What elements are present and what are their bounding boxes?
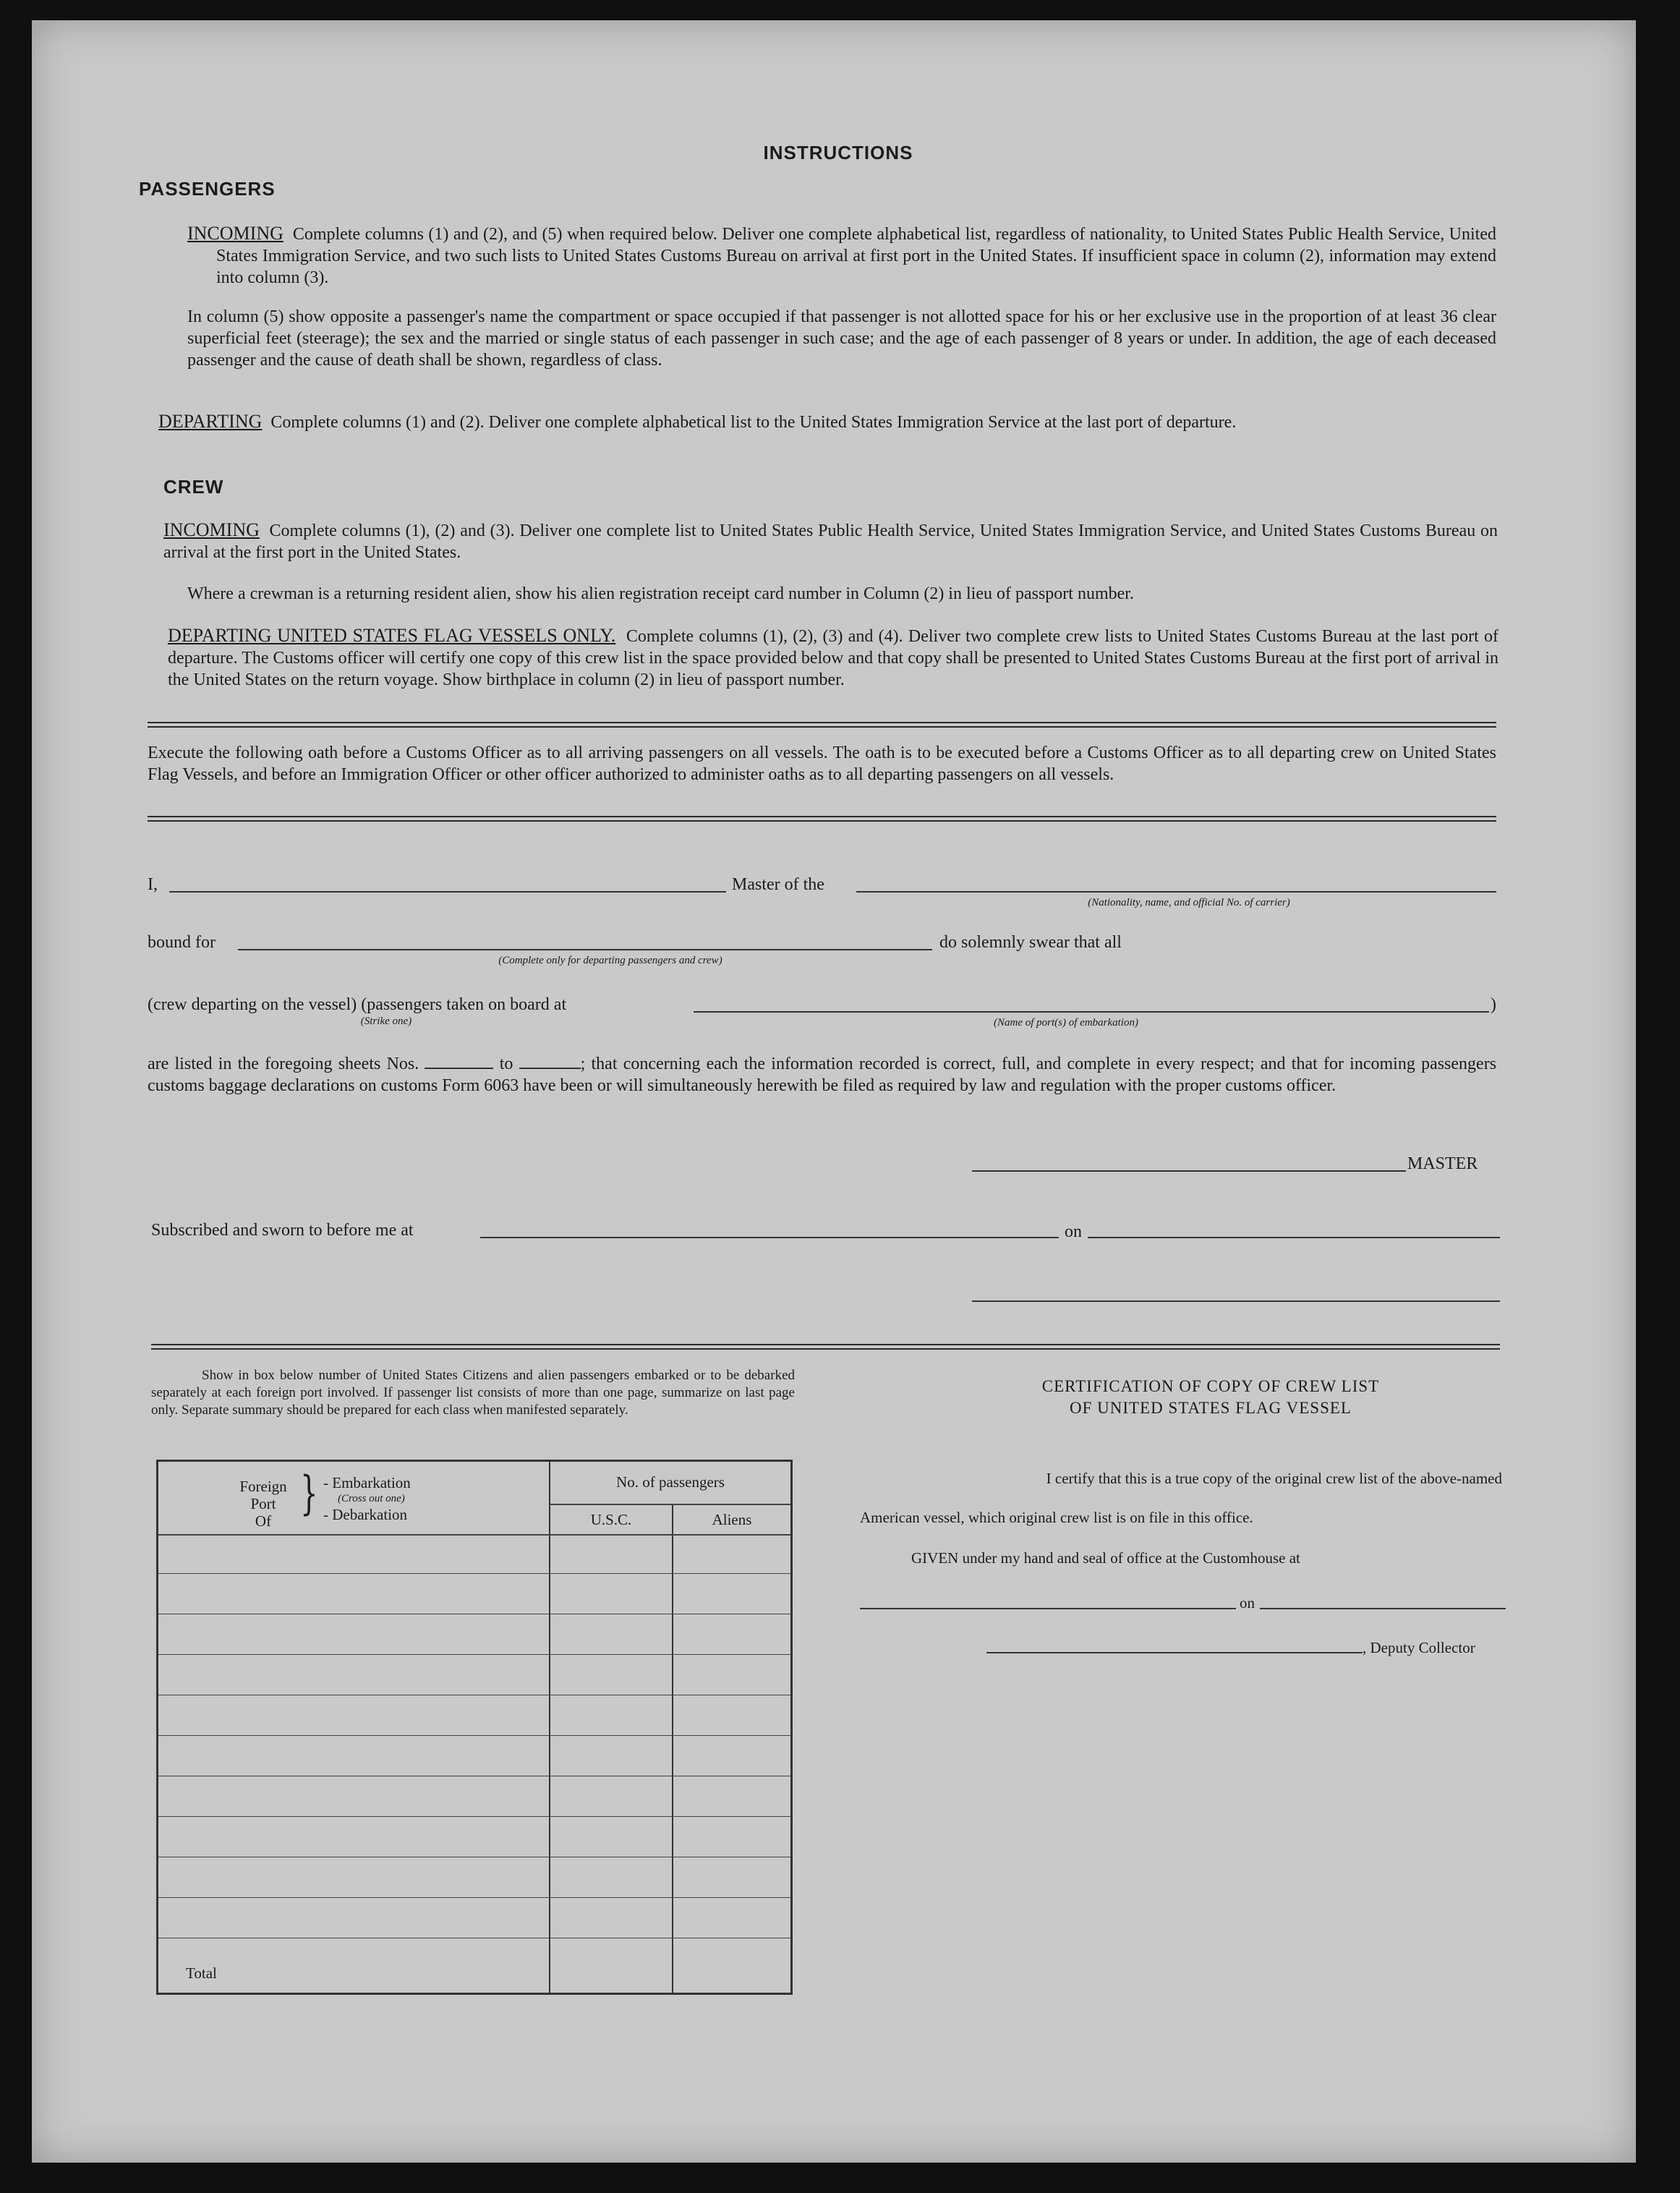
section-divider — [148, 722, 1496, 728]
subscribed-label: Subscribed and sworn to before me at — [151, 1221, 414, 1240]
carrier-note: (Nationality, name, and official No. of carrier) — [1088, 897, 1290, 908]
aliens-header: Aliens — [712, 1511, 752, 1528]
foreign-label: Foreign — [239, 1478, 287, 1495]
listed-to-label: to — [499, 1055, 513, 1073]
oath-i-label: I, — [148, 875, 158, 894]
strike-one-note: (Strike one) — [360, 1015, 412, 1027]
certification-title-line2: OF UNITED STATES FLAG VESSEL — [1070, 1399, 1352, 1417]
strike-one-text: (crew departing on the vessel) (passengers taken on board at — [148, 995, 567, 1014]
embarkation-port-note: (Name of port(s) of embarkation) — [994, 1017, 1138, 1029]
passengers-incoming-text: Complete columns (1) and (2), and (5) when required below. Deliver one complete alphabetical list, regardless of nationality, to United States Public Health Service, United States Immigration Service, and two such lists to United States Customs Bureau on arrival at first port in the United States. If insufficient space in column (2), information may extend into column (3). — [216, 225, 1497, 287]
customhouse-field[interactable] — [860, 1608, 1236, 1609]
sworn-date-field[interactable] — [1088, 1237, 1500, 1238]
crew-departing-label: DEPARTING UNITED STATES FLAG VESSELS ONLY. — [168, 625, 616, 646]
listed-text-b: ; that concerning each the information recorded is correct, full, and complete in every respect; and that for incoming passengers customs baggage declarations on customs Form 6063 have been or will simultaneously herewith be filed as required by law and regulation with the proper customs officer. — [148, 1055, 1497, 1095]
master-signature-field[interactable] — [972, 1170, 1406, 1172]
table-col-divider-2 — [672, 1505, 673, 1993]
resident-alien-paragraph: Where a crewman is a returning resident alien, show his alien registration receipt card number in Column (2) in lieu of passport number. — [187, 584, 1134, 603]
master-label: MASTER — [1407, 1154, 1478, 1173]
table-row-line — [158, 1816, 790, 1817]
embarkation-port-field[interactable] — [694, 1011, 1489, 1013]
header-bottom-border — [158, 1534, 790, 1536]
listed-paragraph — [148, 1053, 1496, 1096]
embark-debark-labels — [323, 1475, 411, 1523]
close-paren: ) — [1491, 995, 1496, 1014]
master-name-field[interactable] — [169, 891, 726, 893]
table-row-line — [158, 1897, 790, 1898]
usc-header: U.S.C. — [590, 1511, 632, 1528]
deputy-collector-signature-field[interactable] — [986, 1652, 1363, 1653]
carrier-field[interactable] — [856, 891, 1496, 893]
oath-divider — [148, 816, 1496, 822]
crew-departing-paragraph — [168, 625, 1498, 691]
crew-incoming-paragraph — [163, 519, 1498, 563]
table-row-line — [158, 1573, 790, 1574]
total-label: Total — [186, 1964, 217, 1982]
crew-incoming-text: Complete columns (1), (2) and (3). Deliver one complete list to United States Public Health Service, United States Immigration Service, and United States Customs Bureau on arrival at the first port in the United States. — [163, 521, 1498, 562]
passengers-incoming-label: INCOMING — [187, 223, 283, 244]
foreign-port-of-label — [238, 1478, 289, 1530]
passengers-departing-label: DEPARTING — [158, 411, 263, 432]
of-label: Of — [255, 1512, 272, 1530]
deputy-collector-label: , Deputy Collector — [1363, 1639, 1475, 1656]
brace-symbol: } — [300, 1467, 318, 1520]
document-page — [32, 20, 1636, 2163]
page-title: INSTRUCTIONS — [763, 142, 913, 163]
cross-out-note: (Cross out one) — [338, 1493, 405, 1504]
officer-signature-field[interactable] — [972, 1300, 1500, 1302]
certify-text-a: I certify that this is a true copy of the original crew list of the above-named — [1046, 1470, 1502, 1487]
table-col-divider-1 — [549, 1462, 550, 1993]
certify-text-b: American vessel, which original crew list is on file in this office. — [860, 1509, 1253, 1526]
listed-text-a: are listed in the foregoing sheets Nos. — [148, 1055, 419, 1073]
bound-for-note: (Complete only for departing passengers and crew) — [498, 955, 722, 966]
bound-for-label: bound for — [148, 933, 216, 952]
crew-incoming-label: INCOMING — [163, 519, 260, 540]
sheet-to-field[interactable] — [519, 1053, 581, 1069]
sworn-on-label: on — [1065, 1222, 1082, 1241]
no-of-passengers-header: No. of passengers — [616, 1473, 725, 1491]
bound-for-field[interactable] — [238, 949, 932, 950]
certification-title-line1: CERTIFICATION OF COPY OF CREW LIST — [1041, 1377, 1380, 1395]
debarkation-label: - Debarkation — [323, 1506, 408, 1523]
passenger-summary-table — [156, 1460, 793, 1995]
passengers-departing-text: Complete columns (1) and (2). Deliver one complete alphabetical list to the United States Immigration Service at the last port of departure. — [270, 413, 1237, 432]
certification-date-field[interactable] — [1260, 1608, 1506, 1609]
passengers-incoming-paragraph — [187, 223, 1496, 289]
sworn-location-field[interactable] — [480, 1237, 1059, 1238]
port-label: Port — [250, 1495, 276, 1512]
column5-paragraph: In column (5) show opposite a passenger's name the compartment or space occupied if that passenger is not allotted space for his or her exclusive use in the proportion of at least 36 clear superficial feet (steerage); the sex and the married or single status of each passenger in such case; and the age of each passenger of 8 years or under. In addition, the age of each deceased passenger and the cause of death shall be shown, regardless of class. — [187, 307, 1496, 370]
summary-instructions: Show in box below number of United States Citizens and alien passengers embarked or to be debarked separately at each foreign port involved. If passenger list consists of more than one page, summarize on last page only. Separate summary should be prepared for each class when manifested separately. — [151, 1368, 795, 1418]
given-text: GIVEN under my hand and seal of office at the Customhouse at — [911, 1549, 1300, 1567]
master-of-label: Master of the — [732, 875, 824, 894]
crew-heading: CREW — [163, 476, 224, 498]
passengers-departing-paragraph — [158, 411, 1496, 433]
table-row-line — [158, 1735, 790, 1736]
table-row-line — [158, 1654, 790, 1655]
embarkation-label: - Embarkation — [323, 1474, 411, 1491]
header-sub-divider — [549, 1504, 790, 1505]
sheet-from-field[interactable] — [425, 1053, 493, 1069]
certification-on-label: on — [1240, 1594, 1255, 1611]
crew-departing-text: Complete columns (1), (2), (3) and (4). Deliver two complete crew lists to United States Customs Bureau at the last port of departure. The Customs officer will certify one copy of this crew list in the space provided below and that copy shall be presented to United States Customs Bureau at the first port of arrival in the United States on the return voyage. Show birthplace in column (2) in lieu of passport number. — [168, 627, 1499, 689]
passengers-heading: PASSENGERS — [139, 178, 276, 200]
bottom-divider — [151, 1344, 1500, 1350]
swear-text: do solemnly swear that all — [939, 933, 1122, 952]
oath-instructions: Execute the following oath before a Customs Officer as to all arriving passengers on all vessels. The oath is to be executed before a Customs Officer as to all departing crew on United States Flag Vessels, and before an Immigration Officer or other officer authorized to administer oaths as to all departing passengers on all vessels. — [148, 744, 1496, 784]
